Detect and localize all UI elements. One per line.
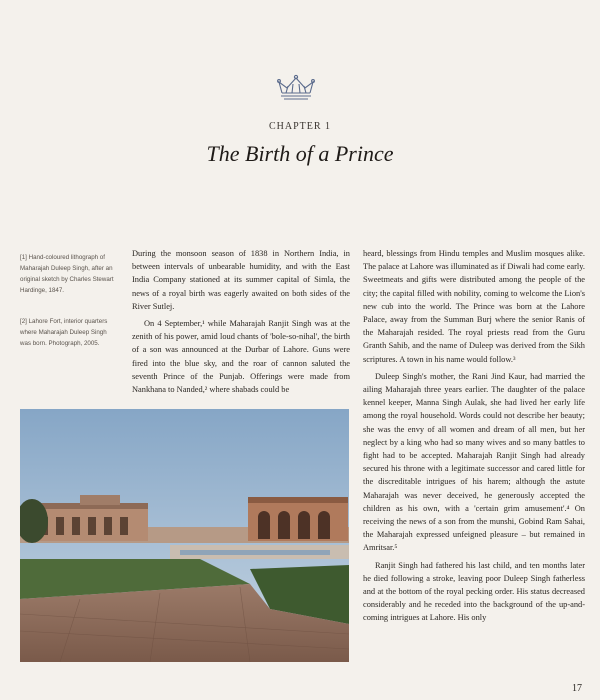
- lahore-fort-photograph: [20, 409, 349, 662]
- paragraph: heard, blessings from Hindu temples and Muslim mosques alike. The palace at Lahore was illuminated as if Diwali had come early. Sweetmeats and gifts were distributed among the people of the city; the capital filled with nobility, coming to welcome the Lion's new cub into the world. The Prince was born at the Lahore Palace, away from the Summan Burj where the senior Ranis of the Maharajah resided. The royal priests read from the Guru Granth Sahib, and the name of Duleep was derived from the Sikh scriptures. A town in his name would follow.³: [363, 249, 585, 364]
- caption: [1] Hand-coloured lithograph of Maharajah Duleep Singh, after an original sketch by Charles Stewart Hardinge, 1847.: [20, 254, 114, 294]
- caption: [2] Lahore Fort, interior quarters where Maharajah Duleep Singh was born. Photograph, 2005.: [20, 318, 108, 347]
- chapter-title: The Birth of a Prince: [206, 141, 394, 166]
- paragraph: On 4 September,¹ while Maharajah Ranjit Singh was at the zenith of his power, amid loud chants of 'bole-so-nihal', the birth of a son was announced at the Durbar of Lahore. Guns were fired into the blue sky, and the roar of cannon saluted the seventh Prince of the Punjab. Offerings were made from Nankhana to Nanded,² where shabads could be: [132, 319, 350, 395]
- body-column-right: [363, 247, 585, 625]
- paragraph: Ranjit Singh had fathered his last child, and ten months later he died following a stroke, leaving poor Duleep Singh fatherless and at the bottom of the royal pecking order. His status decreased considerably and he receded into the background of the up-and-coming intrigues at Lahore. His only: [363, 560, 585, 623]
- body-column-left: [132, 247, 350, 396]
- paragraph: Duleep Singh's mother, the Rani Jind Kaur, had married the ailing Maharajah three years earlier. The daughter of the palace kennel keeper, Manna Singh Aulak, she had lived her early life among the royal household. Words could not describe her beauty; she was the envy of all women and dream of all men, but her neglect by a king who had so many wives and so many battles to fight had to be accepted. Maharajah Ranjit Singh had already secured his throne with a legitimate successor and cared little for the discreditable intrigues of his harem; although the astute Maharajah was never deceived, he generously accepted the children as his own, with a 'certain grim amusement'.⁴ On receiving the news of a son from the munshi, Gobind Ram Sahai, the Maharajah expressed unfeigned pleasure – but remained in Amritsar.⁵: [363, 371, 585, 553]
- paragraph: During the monsoon season of 1838 in Northern India, in between intervals of unbearable humidity, and with the East India Company stationed at its summer capital of Simla, the news of a royal birth was eagerly awaited on both sides of the River Sutlej.: [132, 249, 350, 311]
- crown-icon: [276, 74, 316, 104]
- page-number: 17: [572, 683, 582, 694]
- chapter-number: CHAPTER 1: [268, 121, 332, 132]
- caption-list: [20, 252, 116, 369]
